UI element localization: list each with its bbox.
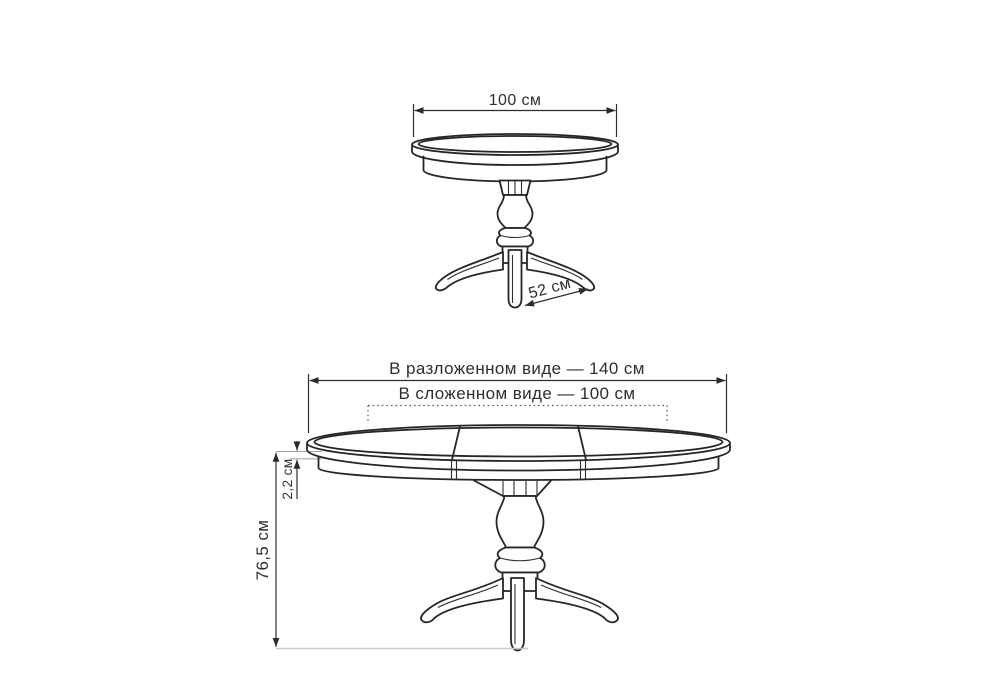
pedestal-side xyxy=(474,481,551,592)
thickness-dimension xyxy=(280,441,297,499)
extended-width-label: В разложенном виде — 140 см xyxy=(389,359,645,378)
tabletop-width-dimension xyxy=(414,92,617,137)
legs-front xyxy=(436,250,594,308)
pedestal-collar xyxy=(474,481,551,497)
tabletop-apron xyxy=(424,157,607,182)
right-leg xyxy=(536,578,618,622)
base-width-label: 52 см xyxy=(526,274,573,303)
pedestal-ring xyxy=(495,548,545,573)
tabletop-width-label: 100 см xyxy=(488,92,542,109)
tabletop-front xyxy=(412,134,618,182)
front-view-diagram xyxy=(412,92,618,308)
height-dimension xyxy=(253,453,276,647)
legs-side xyxy=(421,578,618,651)
top-thickness-label: 2,2 см xyxy=(280,458,295,500)
table-height-label: 76,5 см xyxy=(253,519,272,581)
left-leg xyxy=(421,578,503,622)
folded-width-label: В сложенном виде — 100 см xyxy=(398,384,636,403)
side-view-diagram xyxy=(253,359,730,651)
left-leg xyxy=(436,252,503,290)
front-leg xyxy=(511,578,524,651)
pedestal-baluster xyxy=(497,496,544,548)
front-leg xyxy=(509,250,522,308)
pedestal-baluster xyxy=(498,195,533,228)
tabletop-side xyxy=(307,425,730,480)
folded-width-dimension xyxy=(368,384,667,424)
